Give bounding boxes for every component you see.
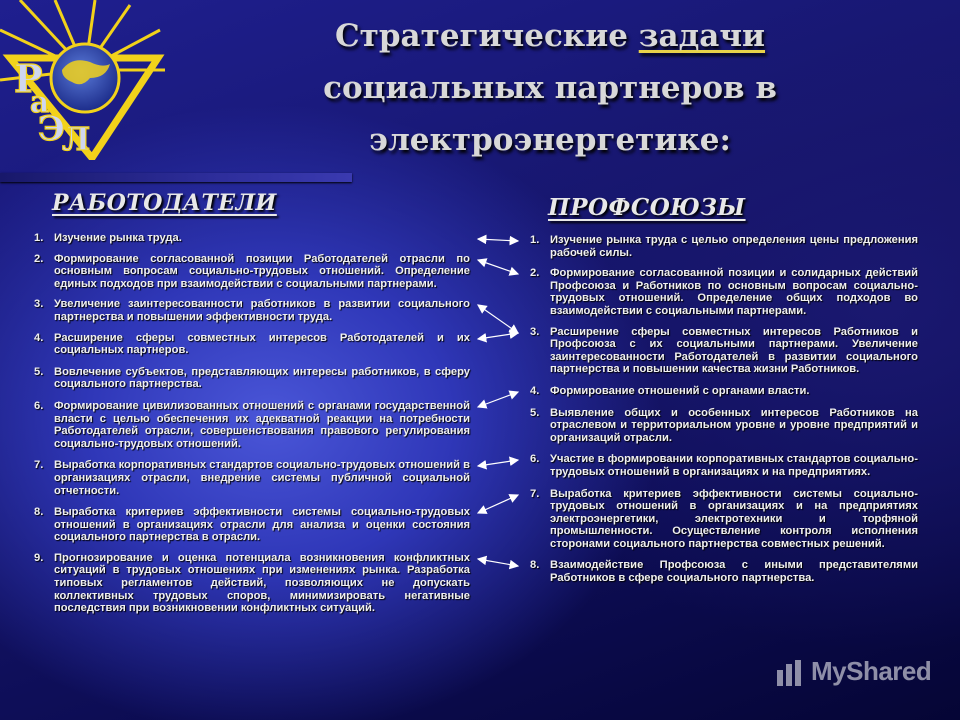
myshared-logo-icon — [775, 658, 805, 688]
list-item: 6. Участие в формировании корпоративных стандартов социально-трудовых отношений в организациях и на предприятиях. — [530, 453, 918, 478]
unions-list — [530, 234, 918, 585]
watermark-text: MyShared — [811, 656, 932, 686]
list-item: 1. Изучение рынка труда с целью определения цены предложения рабочей силы. — [530, 234, 918, 259]
watermark — [775, 656, 931, 688]
connector-arrow — [478, 239, 518, 241]
list-item: 2. Формирование согласованной позиции и солидарных действий Профсоюза и Работников по основным вопросам социально-трудовых отношений. Определение общих подходов во взаимодействии с социальными партнерами. — [530, 267, 918, 317]
connector-arrow — [478, 305, 518, 333]
list-item: 7. Выработка корпоративных стандартов социально-трудовых отношений в организациях отрасли, внедрение системы публичной социальной отчетности. — [34, 459, 470, 497]
title-line-3: электроэнергетике: — [369, 122, 731, 158]
slide-title — [290, 10, 810, 166]
list-item: 5. Вовлечение субъектов, представляющих интересы работников, в сферу социального партнерства. — [34, 365, 470, 391]
list-item: 8. Взаимодействие Профсоюза с иными представителями Работников в сфере социального партнерства. — [530, 559, 918, 585]
unions-heading: ПРОФСОЮЗЫ — [548, 194, 746, 221]
employers-heading: РАБОТОДАТЕЛИ — [52, 190, 277, 216]
list-item: 1. Изучение рынка труда. — [34, 232, 182, 244]
logo-letter-r: Р — [14, 56, 43, 101]
list-item: 6. Формирование цивилизованных отношений с органами государственной власти с целью обеспечения их адекватной реакции на потребности Работодателей отрасли, совершенствования правового регулирования социально-трудовых отношений. — [34, 399, 470, 450]
title-underlined-word: задачи — [638, 18, 766, 54]
list-item: 9. Прогнозирование и оценка потенциала возникновения конфликтных ситуаций в трудовых отношениях при изменениях рынка. Разработка типовых регламентов действий, позволяющих не допускать коллективных трудовых споров, минимизировать негативные последствия при возникновении конфликтных ситуаций. — [34, 551, 470, 615]
connector-arrow — [478, 333, 518, 339]
connector-arrow — [478, 495, 518, 513]
list-item: 4. Расширение сферы совместных интересов Работодателей и их социальных партнеров. — [34, 331, 470, 357]
list-item: 7. Выработка критериев эффективности системы социально-трудовых отношений в организациях и на предприятиях электроэнергетики, электротехники и торфяной промышленности. Осуществление контроля исполнения сторонами социального партнерства совместных решений. — [530, 487, 918, 550]
connector-arrow — [478, 460, 518, 466]
logo-letter-a: а — [30, 85, 50, 120]
employers-list — [34, 232, 470, 615]
connector-arrow — [478, 392, 518, 407]
title-line-1: Стратегические — [334, 18, 639, 54]
logo-letter-e: Э — [38, 109, 66, 149]
logo-letter-l: Л — [62, 120, 91, 158]
list-item: 5. Выявление общих и особенных интересов Работников на отраслевом и территориальном уровне и уровне предприятий и организаций отрасли. — [530, 406, 918, 444]
connector-arrow — [478, 559, 518, 566]
list-item: 2. Формирование согласованной позиции Работодателей отрасли по основным вопросам социально-трудовых отношений. Определение единых подходов при взаимодействии с социальными партнерами. — [34, 252, 470, 290]
header-divider — [0, 173, 352, 182]
list-item: 8. Выработка критериев эффективности системы социально-трудовых отношений в организациях отрасли для анализа и оценки состояния социального партнерства в отрасли. — [34, 506, 470, 544]
list-item: 3. Расширение сферы совместных интересов Работников и Профсоюза с их социальными партнерами. Увеличение заинтересованности Работодателей в развитии социального партнерства и повышении качества жизни Работников. — [530, 325, 918, 376]
connector-arrow — [478, 260, 518, 274]
list-item: 4. Формирование отношений с органами власти. — [530, 384, 810, 397]
raeel-sun-logo-icon — [0, 0, 170, 160]
list-item: 3. Увеличение заинтересованности работников в развитии социального партнерства и повышении эффективности труда. — [34, 298, 470, 323]
title-line-2: социальных партнеров в — [323, 70, 777, 106]
